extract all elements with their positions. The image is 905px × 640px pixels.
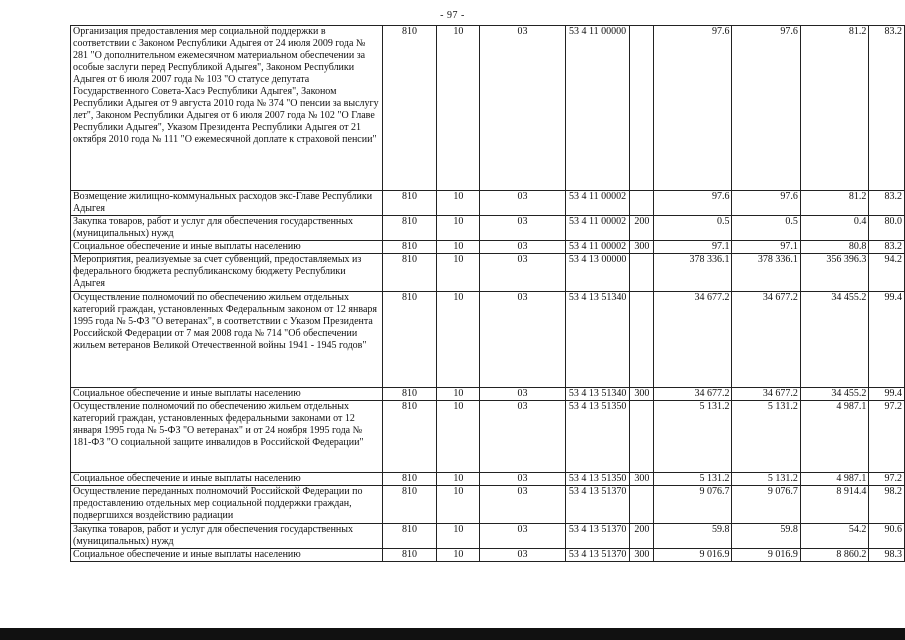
adjusted-plan: 5 131.2 [732, 401, 800, 473]
adjusted-plan: 378 336.1 [732, 254, 800, 292]
row-name: Закупка товаров, работ и услуг для обеспечения государственных (муниципальных) нужд [71, 524, 383, 549]
target-article: 53 4 11 00000 [565, 26, 630, 191]
adjusted-plan: 34 677.2 [732, 388, 800, 401]
expense-type [630, 401, 654, 473]
subsection-code: 03 [480, 549, 565, 562]
executed-amount: 8 860.2 [800, 549, 868, 562]
approved-plan: 97.6 [654, 26, 732, 191]
ministry-code: 810 [382, 486, 437, 524]
execution-percent: 98.3 [869, 549, 905, 562]
execution-percent: 94.2 [869, 254, 905, 292]
adjusted-plan: 97.6 [732, 26, 800, 191]
adjusted-plan: 9 016.9 [732, 549, 800, 562]
ministry-code: 810 [382, 524, 437, 549]
ministry-code: 810 [382, 241, 437, 254]
table-row [71, 486, 905, 524]
section-code: 10 [437, 473, 480, 486]
section-code: 10 [437, 191, 480, 216]
row-name: Закупка товаров, работ и услуг для обеспечения государственных (муниципальных) нужд [71, 216, 383, 241]
expense-type [630, 486, 654, 524]
subsection-code: 03 [480, 486, 565, 524]
table-body [71, 26, 905, 562]
target-article: 53 4 13 51340 [565, 388, 630, 401]
adjusted-plan: 5 131.2 [732, 473, 800, 486]
approved-plan: 9 076.7 [654, 486, 732, 524]
approved-plan: 9 016.9 [654, 549, 732, 562]
section-code: 10 [437, 216, 480, 241]
execution-percent: 90.6 [869, 524, 905, 549]
subsection-code: 03 [480, 216, 565, 241]
adjusted-plan: 34 677.2 [732, 292, 800, 388]
table-row [71, 388, 905, 401]
executed-amount: 80.8 [800, 241, 868, 254]
subsection-code: 03 [480, 254, 565, 292]
ministry-code: 810 [382, 388, 437, 401]
approved-plan: 97.1 [654, 241, 732, 254]
ministry-code: 810 [382, 401, 437, 473]
adjusted-plan: 97.6 [732, 191, 800, 216]
approved-plan: 5 131.2 [654, 473, 732, 486]
target-article: 53 4 11 00002 [565, 241, 630, 254]
ministry-code: 810 [382, 292, 437, 388]
section-code: 10 [437, 388, 480, 401]
section-code: 10 [437, 524, 480, 549]
execution-percent: 83.2 [869, 26, 905, 191]
approved-plan: 378 336.1 [654, 254, 732, 292]
subsection-code: 03 [480, 388, 565, 401]
section-code: 10 [437, 26, 480, 191]
execution-percent: 83.2 [869, 241, 905, 254]
execution-percent: 80.0 [869, 216, 905, 241]
adjusted-plan: 59.8 [732, 524, 800, 549]
table-row [71, 216, 905, 241]
ministry-code: 810 [382, 191, 437, 216]
approved-plan: 5 131.2 [654, 401, 732, 473]
executed-amount: 54.2 [800, 524, 868, 549]
target-article: 53 4 13 51350 [565, 473, 630, 486]
execution-percent: 99.4 [869, 388, 905, 401]
ministry-code: 810 [382, 549, 437, 562]
page-number: - 97 - [440, 10, 465, 21]
approved-plan: 34 677.2 [654, 292, 732, 388]
section-code: 10 [437, 401, 480, 473]
executed-amount: 356 396.3 [800, 254, 868, 292]
ministry-code: 810 [382, 473, 437, 486]
subsection-code: 03 [480, 26, 565, 191]
table-row [71, 549, 905, 562]
approved-plan: 0.5 [654, 216, 732, 241]
expense-type [630, 292, 654, 388]
table-row [71, 524, 905, 549]
execution-percent: 97.2 [869, 473, 905, 486]
expense-type [630, 26, 654, 191]
target-article: 53 4 13 51370 [565, 549, 630, 562]
table-row [71, 191, 905, 216]
row-name: Мероприятия, реализуемые за счет субвенций, предоставляемых из федерального бюджета республиканскому бюджету Республики Адыгея [71, 254, 383, 292]
subsection-code: 03 [480, 241, 565, 254]
executed-amount: 4 987.1 [800, 473, 868, 486]
scan-bottom-edge [0, 628, 905, 640]
executed-amount: 8 914.4 [800, 486, 868, 524]
executed-amount: 34 455.2 [800, 292, 868, 388]
adjusted-plan: 0.5 [732, 216, 800, 241]
expense-type: 200 [630, 216, 654, 241]
section-code: 10 [437, 292, 480, 388]
executed-amount: 34 455.2 [800, 388, 868, 401]
adjusted-plan: 97.1 [732, 241, 800, 254]
target-article: 53 4 13 00000 [565, 254, 630, 292]
executed-amount: 81.2 [800, 191, 868, 216]
expense-type: 200 [630, 524, 654, 549]
target-article: 53 4 11 00002 [565, 216, 630, 241]
section-code: 10 [437, 254, 480, 292]
row-name: Социальное обеспечение и иные выплаты населению [71, 388, 383, 401]
expense-type [630, 191, 654, 216]
approved-plan: 97.6 [654, 191, 732, 216]
table-row [71, 292, 905, 388]
table-row [71, 473, 905, 486]
expense-type: 300 [630, 388, 654, 401]
expense-type: 300 [630, 241, 654, 254]
budget-table [70, 25, 905, 562]
expense-type: 300 [630, 473, 654, 486]
subsection-code: 03 [480, 191, 565, 216]
section-code: 10 [437, 241, 480, 254]
adjusted-plan: 9 076.7 [732, 486, 800, 524]
approved-plan: 59.8 [654, 524, 732, 549]
subsection-code: 03 [480, 401, 565, 473]
table-row [71, 401, 905, 473]
expense-type [630, 254, 654, 292]
subsection-code: 03 [480, 524, 565, 549]
section-code: 10 [437, 549, 480, 562]
table-row [71, 254, 905, 292]
ministry-code: 810 [382, 216, 437, 241]
row-name: Осуществление переданных полномочий Российской Федерации по предоставлению отдельных мер социальной поддержки граждан, подвергшихся воздействию радиации [71, 486, 383, 524]
row-name: Социальное обеспечение и иные выплаты населению [71, 241, 383, 254]
row-name: Возмещение жилищно-коммунальных расходов экс-Главе Республики Адыгея [71, 191, 383, 216]
ministry-code: 810 [382, 26, 437, 191]
subsection-code: 03 [480, 292, 565, 388]
target-article: 53 4 13 51370 [565, 524, 630, 549]
row-name: Социальное обеспечение и иные выплаты населению [71, 473, 383, 486]
row-name: Социальное обеспечение и иные выплаты населению [71, 549, 383, 562]
execution-percent: 98.2 [869, 486, 905, 524]
table-row [71, 241, 905, 254]
execution-percent: 99.4 [869, 292, 905, 388]
executed-amount: 0.4 [800, 216, 868, 241]
expense-type: 300 [630, 549, 654, 562]
subsection-code: 03 [480, 473, 565, 486]
section-code: 10 [437, 486, 480, 524]
target-article: 53 4 11 00002 [565, 191, 630, 216]
execution-percent: 97.2 [869, 401, 905, 473]
target-article: 53 4 13 51370 [565, 486, 630, 524]
approved-plan: 34 677.2 [654, 388, 732, 401]
target-article: 53 4 13 51340 [565, 292, 630, 388]
target-article: 53 4 13 51350 [565, 401, 630, 473]
row-name: Осуществление полномочий по обеспечению жильем отдельных категорий граждан, установленных федеральными законами от 12 января 1995 года № 5-ФЗ "О ветеранах" и от 24 ноября 1995 года № 181-ФЗ "О социальной защите инвалидов в Российской Федерации" [71, 401, 383, 473]
ministry-code: 810 [382, 254, 437, 292]
row-name: Организация предоставления мер социальной поддержки в соответствии с Законом Республики Адыгея от 24 июля 2009 года № 281 "О дополнительном ежемесячном материальном обеспечении за особые заслуги перед Республикой Адыгея", Законом Республики Адыгея от 6 июля 2007 года № 103 "О статусе депутата Государственного Совета-Хасэ Республики Адыгея", Законом Республики Адыгея от 9 августа 2010 года № 374 "О пенсии за выслугу лет", Законом Республики Адыгея от 6 июля 2007 года № 102 "О Главе Республики Адыгея", Указом Президента Республики Адыгея от 21 октября 2010 года № 111 "О ежемесячной доплате к страховой пенсии" [71, 26, 383, 191]
executed-amount: 81.2 [800, 26, 868, 191]
executed-amount: 4 987.1 [800, 401, 868, 473]
table-row [71, 26, 905, 191]
row-name: Осуществление полномочий по обеспечению жильем отдельных категорий граждан, установленных Федеральным законом от 12 января 1995 года № 5-ФЗ "О ветеранах", в соответствии с Указом Президента Российской Федерации от 7 мая 2008 года № 714 "Об обеспечении жильем ветеранов Великой Отечественной войны 1941 - 1945 годов" [71, 292, 383, 388]
execution-percent: 83.2 [869, 191, 905, 216]
